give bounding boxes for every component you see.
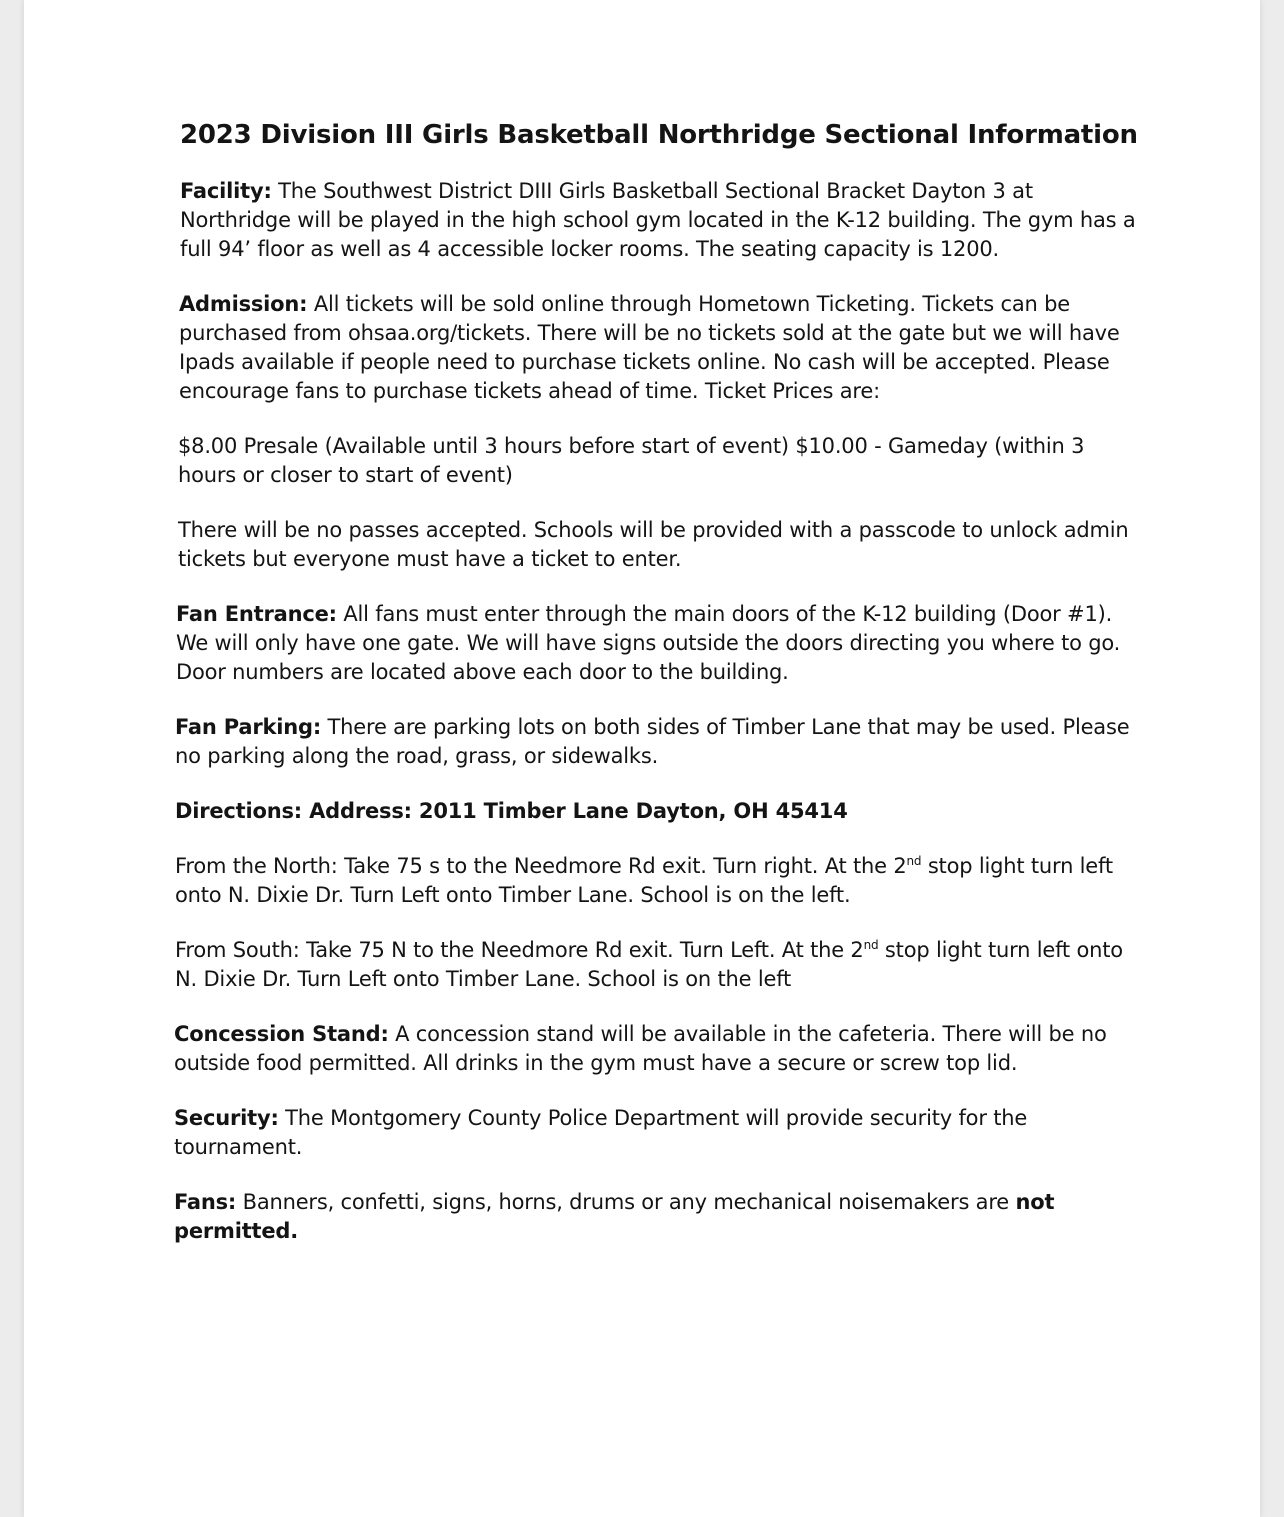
concession-text: A concession stand will be available in the cafeteria. There will be no outside food permitted. All drinks in the gym must have a secure or screw top lid. bbox=[174, 1022, 1107, 1075]
from-south-ordinal: nd bbox=[863, 938, 879, 952]
fan-entrance-paragraph bbox=[176, 600, 1138, 687]
facility-text: The Southwest District DIII Girls Basketball Sectional Bracket Dayton 3 at Northridge will be played in the high school gym located in the K-12 building. The gym has a full 94’ floor as well as 4 accessible locker rooms. The seating capacity is 1200. bbox=[180, 179, 1136, 261]
from-south-paragraph bbox=[175, 936, 1138, 994]
security-paragraph bbox=[174, 1104, 1138, 1162]
passes-paragraph: There will be no passes accepted. Schools will be provided with a passcode to unlock admin tickets but everyone must have a ticket to enter. bbox=[178, 518, 1129, 571]
fans-not-permitted: not permitted. bbox=[174, 1190, 1055, 1243]
fan-parking-label: Fan Parking: bbox=[175, 715, 322, 739]
from-north-text-end: stop light turn left onto N. Dixie Dr. Turn Left onto Timber Lane. School is on the left. bbox=[175, 854, 1113, 907]
fans-paragraph bbox=[174, 1188, 1138, 1246]
facility-label: Facility: bbox=[180, 179, 272, 203]
fan-entrance-label: Fan Entrance: bbox=[176, 602, 337, 626]
security-text: The Montgomery County Police Department will provide security for the tournament. bbox=[174, 1106, 1028, 1159]
fan-parking-text: There are parking lots on both sides of Timber Lane that may be used. Please no parking along the road, grass, or sidewalks. bbox=[175, 715, 1130, 768]
fans-text: Banners, confetti, signs, horns, drums or any mechanical noisemakers are bbox=[236, 1190, 1016, 1214]
security-label: Security: bbox=[174, 1106, 279, 1130]
admission-paragraph bbox=[179, 290, 1138, 406]
from-north-text-start: From the North: Take 75 s to the Needmore Rd exit. Turn right. At the 2 bbox=[175, 854, 907, 878]
document-title: 2023 Division III Girls Basketball Northridge Sectional Information bbox=[180, 120, 1138, 150]
from-north-ordinal: nd bbox=[906, 854, 922, 868]
concession-paragraph bbox=[174, 1020, 1138, 1078]
document-body bbox=[174, 120, 1138, 1272]
from-south-text-start: From South: Take 75 N to the Needmore Rd exit. Turn Left. At the 2 bbox=[175, 938, 864, 962]
fans-label: Fans: bbox=[174, 1190, 237, 1214]
concession-label: Concession Stand: bbox=[174, 1022, 389, 1046]
directions-heading: Directions: Address: 2011 Timber Lane Dayton, OH 45414 bbox=[175, 799, 848, 823]
from-south-text-end: stop light turn left onto N. Dixie Dr. Turn Left onto Timber Lane. School is on the left bbox=[175, 938, 1123, 991]
fan-entrance-text: All fans must enter through the main doors of the K-12 building (Door #1). We will only have one gate. We will have signs outside the doors directing you where to go. Door numbers are located above each door to the building. bbox=[176, 602, 1121, 684]
document-page bbox=[24, 0, 1260, 1517]
from-north-paragraph bbox=[175, 852, 1138, 910]
ticket-prices-paragraph: $8.00 Presale (Available until 3 hours before start of event) $10.00 - Gameday (within 3 hours or closer to start of event) bbox=[178, 434, 1085, 487]
admission-label: Admission: bbox=[179, 292, 308, 316]
admission-text: All tickets will be sold online through Hometown Ticketing. Tickets can be purchased from ohsaa.org/tickets. There will be no tickets sold at the gate but we will have Ipads available if people need to purchase tickets online. No cash will be accepted. Please encourage fans to purchase tickets ahead of time. Ticket Prices are: bbox=[179, 292, 1120, 403]
facility-paragraph bbox=[180, 177, 1138, 264]
fan-parking-paragraph bbox=[175, 713, 1138, 771]
